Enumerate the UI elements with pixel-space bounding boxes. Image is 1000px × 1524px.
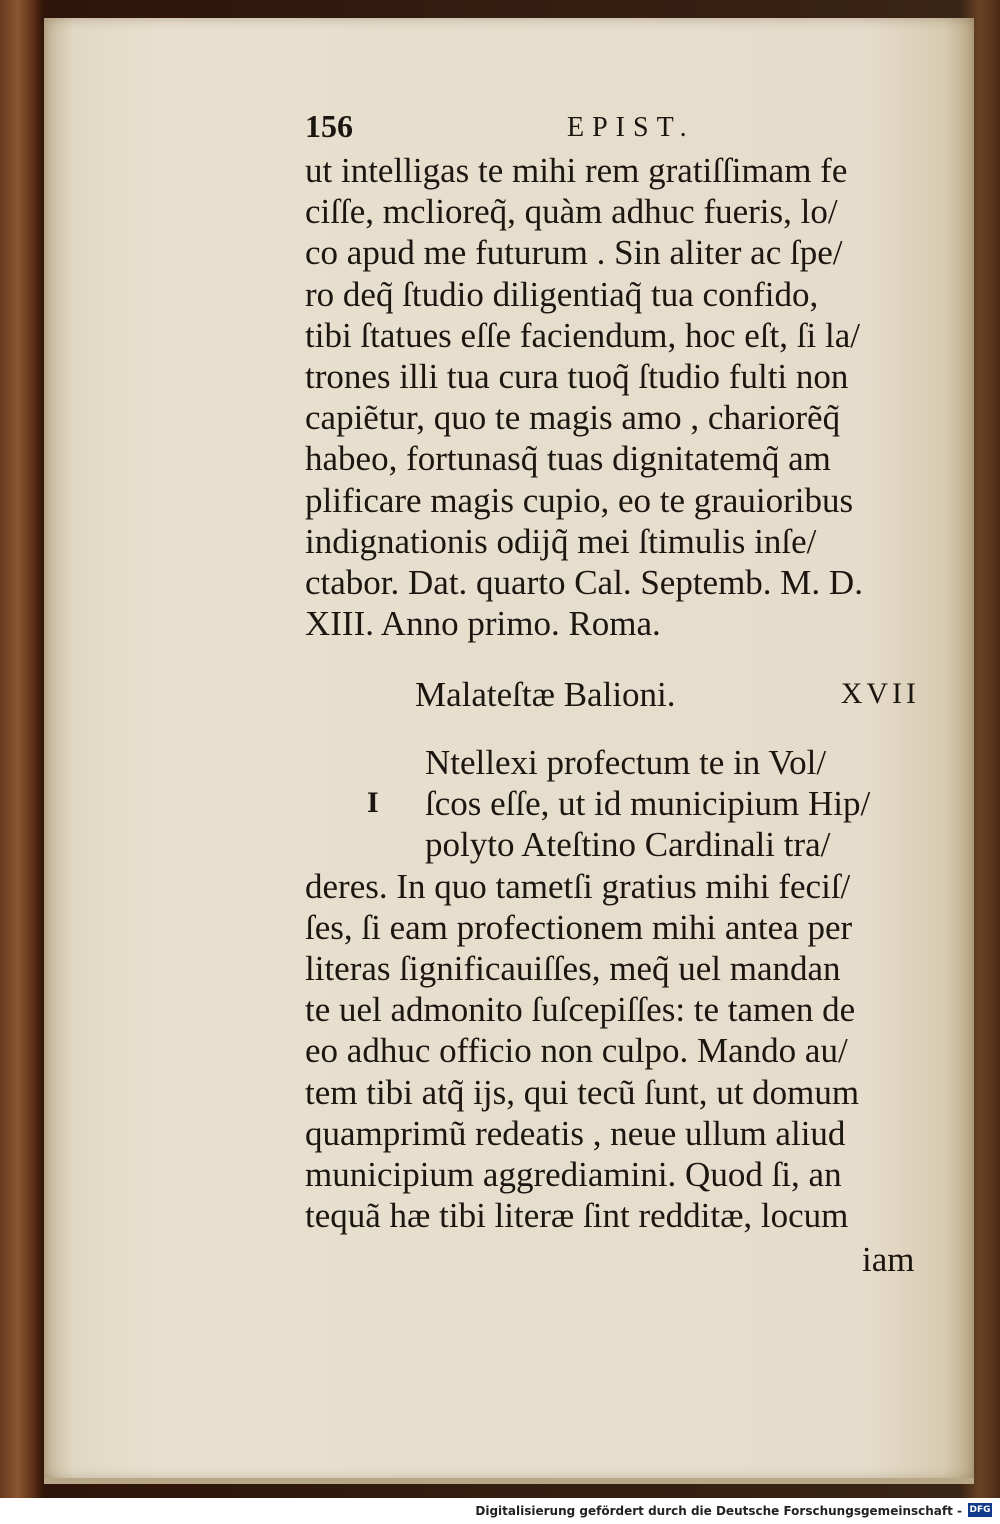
- text-line: deres. In quo tametſi gratius mihi feciſ/: [305, 866, 851, 906]
- text-line: ſes, ſi eam profectionem mihi antea per: [305, 907, 853, 947]
- running-title: EPIST.: [567, 112, 695, 143]
- text-line: te uel admonito ſuſcepiſſes: te tamen de: [305, 990, 856, 1030]
- initial-letter: I: [367, 786, 379, 819]
- text-line: ro deq̃ ſtudio diligentiaq̃ tua confido,: [305, 274, 819, 314]
- letter-1-body: [305, 150, 925, 644]
- text-line: municipium aggrediamini. Quod ſi, an: [305, 1154, 842, 1194]
- text-line: tequã hæ tibi literæ ſint redditæ, locum: [305, 1196, 849, 1236]
- text-line: ciſſe, mclioreq̃, quàm adhuc fueris, lo/: [305, 192, 838, 232]
- text-line: ctabor. Dat. quarto Cal. Septemb. M. D.: [305, 562, 863, 602]
- letter-number: XVII: [840, 677, 920, 710]
- page-header: [305, 108, 925, 148]
- text-line: habeo, fortunasq̃ tuas dignitatemq̃ am: [305, 439, 831, 479]
- dfg-logo: DFG: [969, 1505, 991, 1515]
- catchword: iam: [862, 1240, 915, 1279]
- funding-credit: Digitalisierung gefördert durch die Deutsche Forschungsgemeinschaft -: [475, 1504, 962, 1518]
- text-line: tibi ſtatues eſſe faciendum, hoc eſt, ſi la/: [305, 315, 860, 355]
- page-number: 156: [305, 108, 353, 144]
- addressee: Malateſtæ Balioni.: [415, 675, 676, 714]
- text-line: eo adhuc officio non culpo. Mando au/: [305, 1031, 848, 1071]
- text-line: polyto Ateſtino Cardinali tra/: [425, 825, 831, 865]
- text-line: capiẽtur, quo te magis amo , chariorẽq̃: [305, 398, 841, 438]
- text-line: literas ſignificauiſſes, meq̃ uel mandan: [305, 948, 841, 988]
- text-line: ſcos eſſe, ut id municipium Hip/: [425, 784, 871, 824]
- text-line: quamprimũ redeatis , neue ullum aliud: [305, 1113, 846, 1153]
- text-line: tem tibi atq̃ ijs, qui tecũ ſunt, ut domum: [305, 1072, 860, 1112]
- text-line: trones illi tua cura tuoq̃ ſtudio fulti non: [305, 356, 849, 396]
- text-line: indignationis odijq̃ mei ſtimulis inſe/: [305, 521, 817, 561]
- text-line: Ntellexi profectum te in Vol/: [425, 743, 827, 782]
- text-line: ut intelligas te mihi rem gratiſſimam fe: [305, 151, 848, 190]
- text-line: XIII. Anno primo. Roma.: [305, 604, 661, 644]
- footer-bar: [0, 1498, 1000, 1524]
- page-edge: [44, 1478, 974, 1484]
- letter-2-body: [305, 742, 925, 1236]
- text-line: co apud me futurum . Sin aliter ac ſpe/: [305, 233, 843, 273]
- text-line: plificare magis cupio, eo te grauioribus: [305, 480, 854, 520]
- letter-2-heading: [415, 675, 920, 719]
